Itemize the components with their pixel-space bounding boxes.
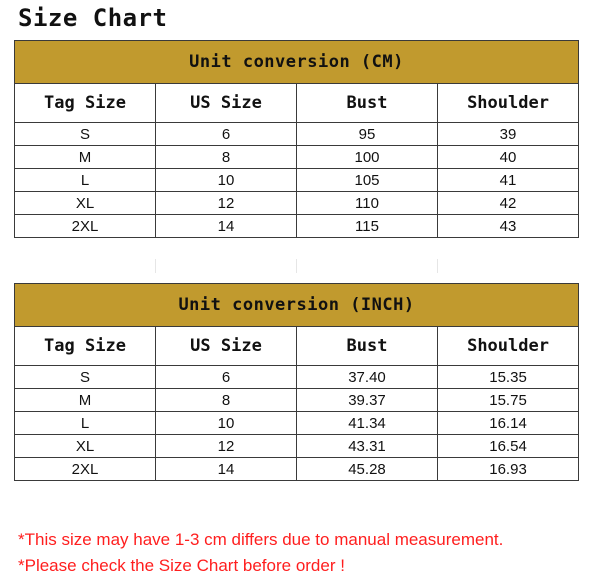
table-cell: L [15,169,156,192]
measurement-note: *This size may have 1-3 cm differs due to manual measurement. [18,530,504,549]
table-cell: 16.93 [438,458,579,481]
order-note: *Please check the Size Chart before order ! [18,556,345,575]
column-header-bust: Bust [297,84,438,123]
table-cell: 16.14 [438,412,579,435]
table-cell: M [15,146,156,169]
table-cell: 14 [156,458,297,481]
table-cell: 45.28 [297,458,438,481]
table-cell: 14 [156,215,297,238]
table-cell: 41.34 [297,412,438,435]
table-cell: 37.40 [297,366,438,389]
table-cell: 39 [438,123,579,146]
table-cell: 105 [297,169,438,192]
column-header-shoulder: Shoulder [438,84,579,123]
table-cell: 2XL [15,458,156,481]
column-header-us-size: US Size [156,84,297,123]
table-cell: 6 [156,366,297,389]
table-row [15,458,579,481]
column-header-bust: Bust [297,327,438,366]
table-cell: L [15,412,156,435]
table-cell: 6 [156,123,297,146]
size-table-inch [14,283,579,481]
table-cell: 115 [297,215,438,238]
table-caption: Unit conversion (CM) [15,41,579,84]
table-row [15,146,579,169]
table-row [15,215,579,238]
page-title: Size Chart [18,4,168,32]
column-header-tag-size: Tag Size [15,84,156,123]
table-caption: Unit conversion (INCH) [15,284,579,327]
table-cell: 100 [297,146,438,169]
table-cell: 43 [438,215,579,238]
table-cell: 10 [156,169,297,192]
table-cell: S [15,123,156,146]
table-cell: 39.37 [297,389,438,412]
column-header-shoulder: Shoulder [438,327,579,366]
table-cell: 40 [438,146,579,169]
table-separator [14,259,578,273]
column-header-us-size: US Size [156,327,297,366]
table-cell: 16.54 [438,435,579,458]
table-cell: 41 [438,169,579,192]
table-cell: XL [15,435,156,458]
table-cell: S [15,366,156,389]
table-row [15,366,579,389]
table-row [15,192,579,215]
table-cell: 2XL [15,215,156,238]
table-cell: XL [15,192,156,215]
table-cell: 43.31 [297,435,438,458]
size-table-cm [14,40,579,238]
table-cell: 8 [156,389,297,412]
table-cell: 10 [156,412,297,435]
table-cell: 15.75 [438,389,579,412]
table-row [15,412,579,435]
table-cell: 110 [297,192,438,215]
table-cell: 12 [156,192,297,215]
table-row [15,435,579,458]
table-cell: 15.35 [438,366,579,389]
table-row [15,123,579,146]
table-cell: 8 [156,146,297,169]
table-cell: 42 [438,192,579,215]
table-row [15,389,579,412]
table-cell: 12 [156,435,297,458]
table-row [15,169,579,192]
table-cell: 95 [297,123,438,146]
table-cell: M [15,389,156,412]
column-header-tag-size: Tag Size [15,327,156,366]
